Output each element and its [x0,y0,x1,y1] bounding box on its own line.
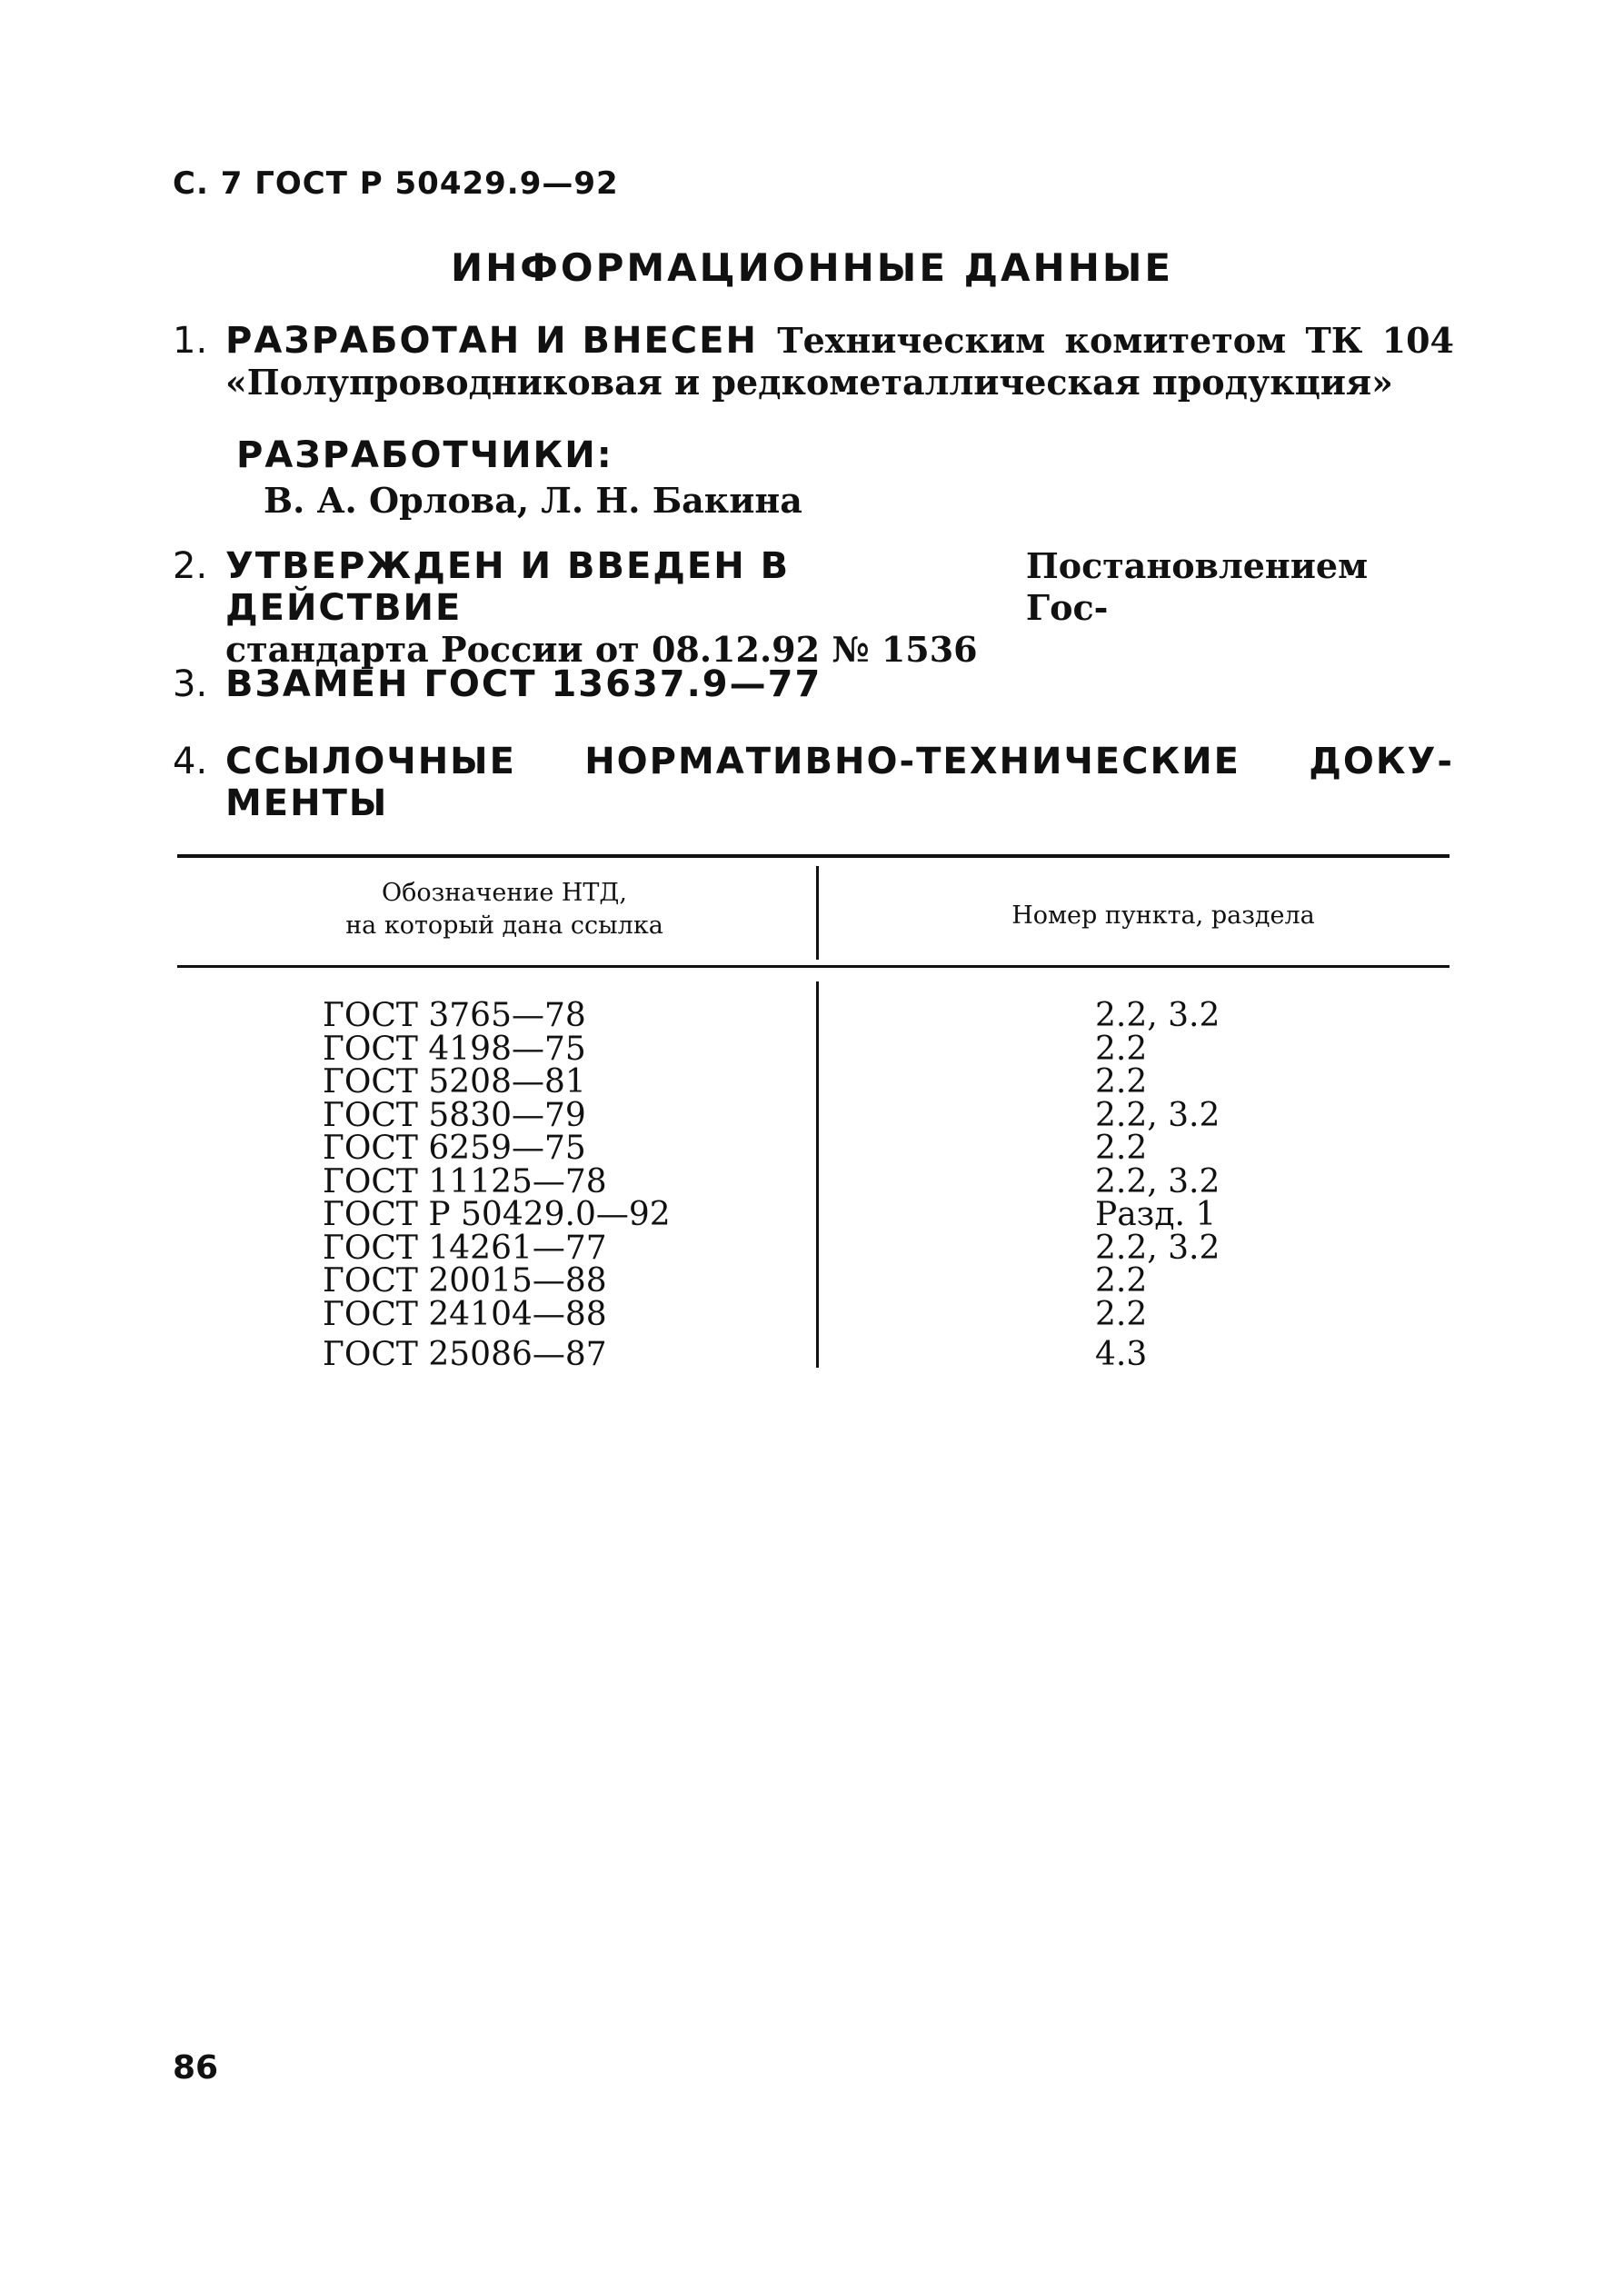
table-header-left-line-2: на который дана ссылка [345,911,663,940]
table-row-doc: ГОСТ 5830—79 [323,1096,586,1134]
item-number: 2. [173,545,208,587]
table-row-doc: ГОСТ 24104—88 [323,1295,607,1333]
item-3-text: ВЗАМЕН ГОСТ 13637.9—77 [225,663,822,705]
item-1-line-2: «Полупроводниковая и редкометаллическая продукция» [225,362,1393,403]
table-row-doc: ГОСТ 11125—78 [323,1162,607,1200]
item-1-word: комитетом [1064,320,1287,361]
table-header-rule [177,965,1450,968]
table-header-right: Номер пункта, раздела [1011,901,1315,930]
table-header-divider [816,866,819,960]
item-4-word: НОРМАТИВНО-ТЕХНИЧЕСКИЕ [584,741,1240,782]
page-title: ИНФОРМАЦИОННЫЕ ДАННЫЕ [450,245,1174,290]
table-row-ref: Разд. 1 [1095,1196,1217,1233]
item-1-word: Техническим [777,320,1046,361]
item-1-word: 104 [1381,320,1454,361]
item-number: 1. [173,320,208,362]
table-column-documents [323,997,671,1373]
item-2-lead: УТВЕРЖДЕН И ВВЕДЕН В ДЕЙСТВИЕ [225,545,791,629]
item-2-rest: Постановлением Гос- [1025,545,1369,628]
table-row-ref: 2.2, 3.2 [1095,1229,1220,1267]
item-number: 3. [173,663,208,705]
table-row-ref: 2.2 [1095,1063,1148,1101]
info-item-2 [173,545,1454,671]
item-1-word: ТК [1305,320,1363,361]
table-header-left-line-1: Обозначение НТД, [382,879,627,907]
item-4-word: ДОКУ- [1309,741,1454,782]
item-1-line-1 [225,320,1454,362]
table-row-ref: 4.3 [1095,1336,1148,1373]
table-row-doc: ГОСТ 6259—75 [323,1130,586,1167]
item-4-line-2: МЕНТЫ [225,782,389,824]
table-row-ref: 2.2 [1095,1130,1148,1167]
developers-names: В. А. Орлова, Л. Н. Бакина [264,480,802,521]
developers-heading: РАЗРАБОТЧИКИ: [236,434,613,476]
table-row-doc: ГОСТ 25086—87 [323,1336,607,1373]
table-row-doc: ГОСТ 14261—77 [323,1229,607,1267]
table-row-ref: 2.2, 3.2 [1095,1162,1220,1200]
table-row-doc: ГОСТ 5208—81 [323,1063,586,1101]
item-4-line-1 [225,741,1454,782]
table-top-rule [177,854,1450,858]
table-row-ref: 2.2 [1095,1030,1148,1068]
table-row-doc: ГОСТ Р 50429.0—92 [323,1196,671,1233]
table-row-doc: ГОСТ 3765—78 [323,997,586,1034]
running-header: С. 7 ГОСТ Р 50429.9—92 [173,165,619,202]
table-row-ref: 2.2 [1095,1262,1148,1300]
info-item-3 [173,663,1454,705]
item-2-line-2: стандарта России от 08.12.92 № 1536 [225,629,978,670]
table-header-left [250,877,759,942]
table-row-ref: 2.2, 3.2 [1095,997,1220,1034]
table-body-divider [816,981,819,1368]
table-column-references [1095,997,1220,1373]
table-row-doc: ГОСТ 20015—88 [323,1262,607,1300]
table-row-ref: 2.2 [1095,1295,1148,1333]
item-2-line-1 [225,545,1454,629]
item-number: 4. [173,741,208,782]
info-item-1 [173,320,1454,403]
info-item-4 [173,741,1454,824]
item-4-word: ССЫЛОЧНЫЕ [225,741,516,782]
table-row-doc: ГОСТ 4198—75 [323,1030,586,1068]
table-row-ref: 2.2, 3.2 [1095,1096,1220,1134]
page-number: 86 [173,2049,219,2087]
item-1-lead: РАЗРАБОТАН И ВНЕСЕН [225,320,758,362]
